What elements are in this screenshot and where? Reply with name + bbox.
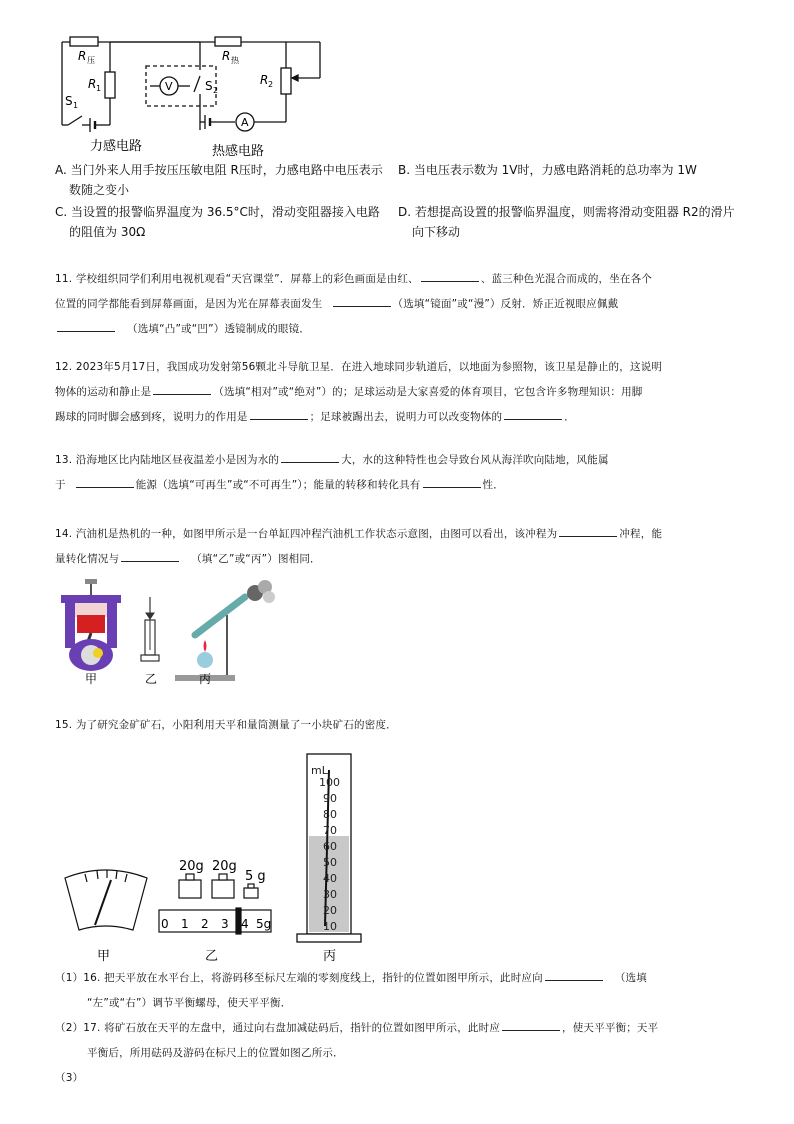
svg-text:3: 3 xyxy=(221,917,229,931)
heat-circuit-label: 热感电路 xyxy=(212,144,265,159)
q15-blank-2[interactable] xyxy=(502,1018,560,1031)
syringe-diagram xyxy=(141,597,159,661)
q14-blank-2[interactable] xyxy=(121,549,179,562)
svg-text:100: 100 xyxy=(319,776,340,789)
question-12: 12. 2023年5月17日，我国成功发射第56颗北斗导航卫星．在进入地球同步轨道后，以地面为参照物，该卫星是静止的，这说明 物体的运动和静止是 （选填“相对”或“绝对”）的；足球运动是大家喜爱的体育项目，它包含许多物理知识：用脚 踢球的同时脚会感到疼，说明力的作用是 ；足球被踢出去，说明力可以改变物体的 ． xyxy=(55,361,663,423)
engine-diagram xyxy=(61,579,121,671)
r1-label: R xyxy=(88,77,97,91)
option-c: C. 当设置的报警临界温度为 36.5°C时，滑动变阻器接入电路 的阻值为 30Ω xyxy=(55,205,380,239)
q14-blank-1[interactable] xyxy=(559,524,617,537)
svg-text:1: 1 xyxy=(96,84,102,93)
r2-label: R xyxy=(260,73,269,87)
voltmeter-label: V xyxy=(165,80,173,93)
q13-blank-2[interactable] xyxy=(76,475,134,488)
svg-text:1: 1 xyxy=(73,101,79,110)
svg-text:80: 80 xyxy=(323,808,337,821)
question-14: 14. 汽油机是热机的一种，如图甲所示是一台单缸四冲程汽油机工作状态示意图，由图可以看出，该冲程为 冲程，能 量转化情况与 （填“乙”或“丙”）图相同． xyxy=(55,522,745,572)
svg-text:4: 4 xyxy=(241,917,249,931)
svg-text:10: 10 xyxy=(323,920,337,933)
q13-blank-3[interactable] xyxy=(423,475,481,488)
r1-resistor xyxy=(105,72,115,98)
option-b: B. 当电压表示数为 1V时，力感电路消耗的总功率为 1W xyxy=(398,163,697,177)
q12-blank-2[interactable] xyxy=(250,407,308,420)
svg-text:30: 30 xyxy=(323,888,337,901)
r2-rheostat xyxy=(281,68,291,94)
svg-text:20: 20 xyxy=(323,904,337,917)
switch-s1 xyxy=(68,116,82,125)
q11-blank-3[interactable] xyxy=(57,319,115,332)
q15-blank-1[interactable] xyxy=(545,968,603,981)
q12-blank-3[interactable] xyxy=(504,407,562,420)
fig-yi-label-15: 乙 xyxy=(205,949,219,964)
question-11: 11. 学校组织同学们利用电视机观看“天宫课堂”．屏幕上的彩色画面是由红、 、蓝三种色光混合而成的，坐在各个 位置的同学都能看到屏幕画面，是因为光在屏幕表面发生 （选填“镜面”或“漫”）反射．矫正近视眼应佩戴 （选填“凸”或“凹”）透镜制成的眼镜． xyxy=(55,267,745,342)
circuit-diagram xyxy=(50,30,340,160)
switch-s2 xyxy=(194,76,200,92)
force-circuit-label: 力感电路 xyxy=(90,139,143,154)
q11-blank-1[interactable] xyxy=(421,269,479,282)
svg-text:60: 60 xyxy=(323,840,337,853)
r-heat-label: R xyxy=(222,49,231,63)
fig-yi-label: 乙 xyxy=(145,672,158,685)
svg-text:0: 0 xyxy=(161,917,169,931)
svg-text:2: 2 xyxy=(268,80,274,89)
option-a: A. 当门外来人用手按压压敏电阻 R压时，力感电路中电压表示 数随之变小 xyxy=(55,163,383,197)
svg-text:5g: 5g xyxy=(256,917,272,931)
engine-figures xyxy=(55,575,285,685)
svg-text:热: 热 xyxy=(231,56,239,65)
svg-text:50: 50 xyxy=(323,856,337,869)
r-pressure-resistor xyxy=(70,37,98,46)
weight-1-label: 20g xyxy=(179,859,204,874)
testtube-diagram xyxy=(175,580,275,681)
q12-blank-1[interactable] xyxy=(153,382,211,395)
fig-bing-label-15: 丙 xyxy=(323,949,337,964)
fig-bing-label: 丙 xyxy=(199,672,212,685)
svg-text:90: 90 xyxy=(323,792,337,805)
svg-text:40: 40 xyxy=(323,872,337,885)
s2-label: S xyxy=(205,79,213,93)
svg-text:压: 压 xyxy=(87,56,95,65)
q11-blank-2[interactable] xyxy=(333,294,391,307)
question-13: 13. 沿海地区比内陆地区昼夜温差小是因为水的 大，水的这种特性也会导致台风从海洋吹向陆地，风能属 于 能源（选填“可再生”或“不可再生”）；能量的转移和转化具有 性． xyxy=(55,448,745,498)
svg-text:mL: mL xyxy=(311,764,328,777)
question-15-sub: （1）16. 把天平放在水平台上，将游码移至标尺左端的零刻度线上，指针的位置如图甲所示，此时应向 （选填 “左”或“右”）调节平衡螺母，使天平平衡． （2）17. 将矿石放在天平的左盘中，通过向右盘加减砝码后，指针的位置如图甲所示，此时应 ，使天平平衡；天平 平衡后，所用砝码及游码在标尺上的位置如图乙所示． （3） xyxy=(55,966,745,1091)
balance-figures xyxy=(55,750,375,965)
r-pressure-label: R xyxy=(78,49,87,63)
svg-text:70: 70 xyxy=(323,824,337,837)
svg-text:2: 2 xyxy=(213,86,219,95)
balance-pointer-diagram xyxy=(65,870,147,930)
s1-label: S xyxy=(65,94,73,108)
ammeter-label: A xyxy=(241,116,249,129)
weight-2-label: 20g xyxy=(212,859,237,874)
svg-text:2: 2 xyxy=(201,917,209,931)
fig-jia-label-15: 甲 xyxy=(97,949,111,964)
r-heat-resistor xyxy=(215,37,241,46)
svg-text:1: 1 xyxy=(181,917,189,931)
q13-blank-1[interactable] xyxy=(281,450,339,463)
question-15-intro: 15. 为了研究金矿矿石，小阳利用天平和量筒测量了一小块矿石的密度． xyxy=(55,719,397,731)
fig-jia-label: 甲 xyxy=(85,672,98,685)
option-d: D. 若想提高设置的报警临界温度，则需将滑动变阻器 R2的滑片 向下移动 xyxy=(398,205,735,239)
weight-3-label: 5 g xyxy=(245,869,266,884)
